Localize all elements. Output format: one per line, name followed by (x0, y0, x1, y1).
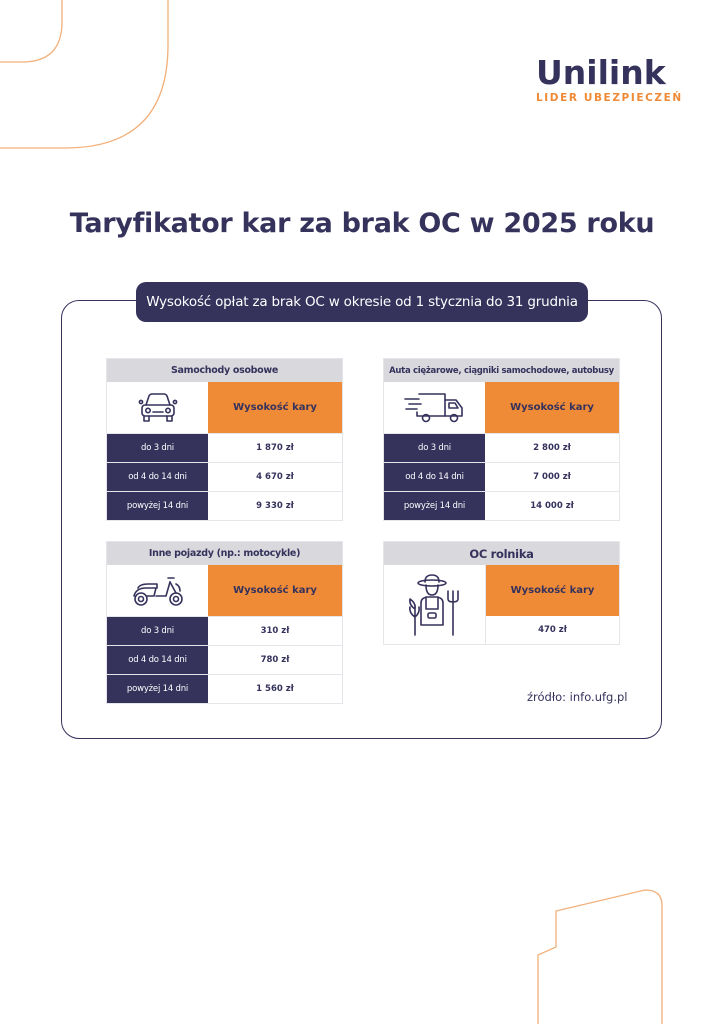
penalty-amount: 2 800 zł (533, 443, 571, 453)
period-label: od 4 do 14 dni (384, 463, 485, 491)
logo-wordmark: Unilink (536, 53, 666, 92)
period-label: do 3 dni (107, 617, 208, 645)
table-header: Auta ciężarowe, ciągniki samochodowe, autobusy (384, 359, 619, 382)
period-label: od 4 do 14 dni (107, 463, 208, 491)
penalty-column-header: Wysokość kary (208, 382, 342, 433)
table-row (107, 645, 342, 674)
table-row (107, 674, 342, 703)
table-header: OC rolnika (384, 542, 619, 565)
penalty-amount: 780 zł (260, 655, 290, 665)
table-trucks-buses (383, 358, 620, 521)
table-row (107, 491, 342, 520)
table-row (384, 462, 619, 491)
period-banner: Wysokość opłat za brak OC w okresie od 1 stycznia do 31 grudnia (136, 282, 588, 322)
penalty-amount: 310 zł (260, 626, 290, 636)
table-header: Inne pojazdy (np.: motocykle) (107, 542, 342, 565)
table-row (384, 433, 619, 462)
table-other-vehicles (106, 541, 343, 704)
scooter-icon (107, 565, 208, 616)
unilink-logo (536, 53, 683, 104)
penalty-amount: 7 000 zł (533, 472, 571, 482)
period-label: do 3 dni (107, 434, 208, 462)
table-row (107, 462, 342, 491)
table-row (107, 433, 342, 462)
penalty-column-header: Wysokość kary (208, 565, 342, 616)
penalty-amount: 1 560 zł (256, 684, 294, 694)
period-label: do 3 dni (384, 434, 485, 462)
penalty-amount: 4 670 zł (256, 472, 294, 482)
penalty-amount: 14 000 zł (530, 501, 574, 511)
table-row (107, 616, 342, 645)
period-label: od 4 do 14 dni (107, 646, 208, 674)
farmer-icon (384, 565, 486, 644)
period-label: powyżej 14 dni (384, 492, 485, 520)
penalty-amount: 9 330 zł (256, 501, 294, 511)
penalty-amount: 1 870 zł (256, 443, 294, 453)
source-note: źródło: info.ufg.pl (527, 690, 628, 704)
table-row (384, 491, 619, 520)
truck-icon (384, 382, 485, 433)
page-title: Taryfikator kar za brak OC w 2025 roku (69, 208, 655, 239)
penalty-amount: 470 zł (538, 625, 567, 635)
period-label: powyżej 14 dni (107, 675, 208, 703)
logo-tagline: LIDER UBEZPIECZEŃ (536, 92, 683, 104)
period-label: powyżej 14 dni (107, 492, 208, 520)
table-header: Samochody osobowe (107, 359, 342, 382)
table-passenger-cars (106, 358, 343, 521)
penalty-column-header: Wysokość kary (485, 382, 619, 433)
penalty-column-header: Wysokość kary (486, 565, 619, 616)
table-farmer-oc (383, 541, 620, 645)
car-icon (107, 382, 208, 433)
